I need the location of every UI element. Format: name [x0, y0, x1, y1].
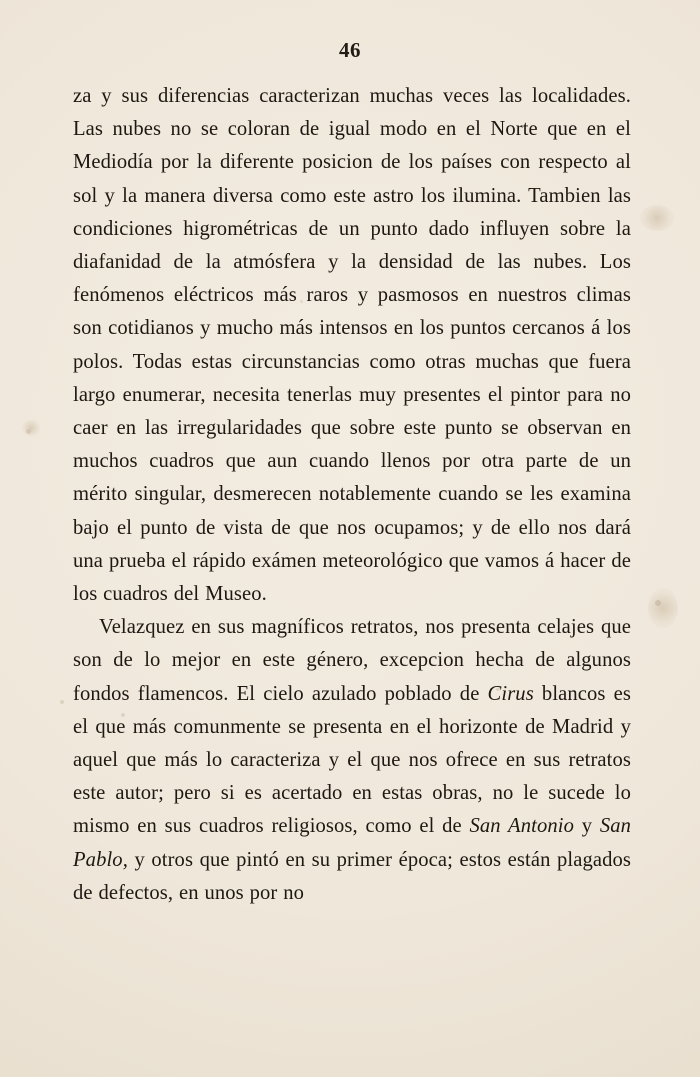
- paper-speck: [655, 600, 661, 606]
- italic-title: San Antonio: [469, 815, 574, 838]
- italic-title: San Pablo,: [73, 815, 632, 871]
- paper-speck: [26, 429, 31, 434]
- paper-speck: [60, 700, 64, 704]
- paragraph-1: za y sus diferencias caracterizan muchas veces las localidades. Las nubes no se coloran de igual modo en el Norte que en el Mediodía por la diferente posicion de los países con respecto al sol y la manera diversa como este astro los ilumina. Tambien las condiciones higrométricas de un punto dado influyen sobre la diafanidad de la atmósfera y la densidad de las nubes. Los fenómenos eléctricos más raros y pasmosos en nuestros climas son cotidianos y mucho más intensos en los puntos cercanos á los polos. Todas estas circunstancias como otras muchas que fuera largo enumerar, necesita tenerlas muy presentes el pintor para no caer en las irregularidades que sobre este punto se observan en muchos cuadros que aun cuando llenos por otra parte de un mérito singular, desmerecen notablemente cuando se les examina bajo el punto de vista de que nos ocupamos; y de ello nos dará una prueba el rápido exámen meteorológico que vamos á hacer de los cuadros del Museo.: [73, 85, 631, 606]
- italic-title: Cirus: [487, 682, 534, 705]
- paragraph-2: Velazquez en sus magníficos retratos, nos presenta celajes que son de lo mejor en este género, excepcion hecha de algunos fondos flamencos. El cielo azulado poblado de Cirus blancos es el que más comunmente se presenta en el horizonte de Madrid y aquel que más lo caracteriza y el que nos ofrece en sus retratos este autor; pero si es acertado en estas obras, no le sucede lo mismo en sus cuadros religiosos, como el de San Antonio y San Pablo, y otros que pintó en su primer época; estos están plagados de defectos, en unos por no: [73, 616, 632, 904]
- paper-stain: [648, 588, 678, 628]
- page-body-text: [73, 80, 631, 910]
- paper-stain: [640, 205, 674, 231]
- page-number: 46: [339, 38, 361, 62]
- paper-stain: [22, 420, 40, 436]
